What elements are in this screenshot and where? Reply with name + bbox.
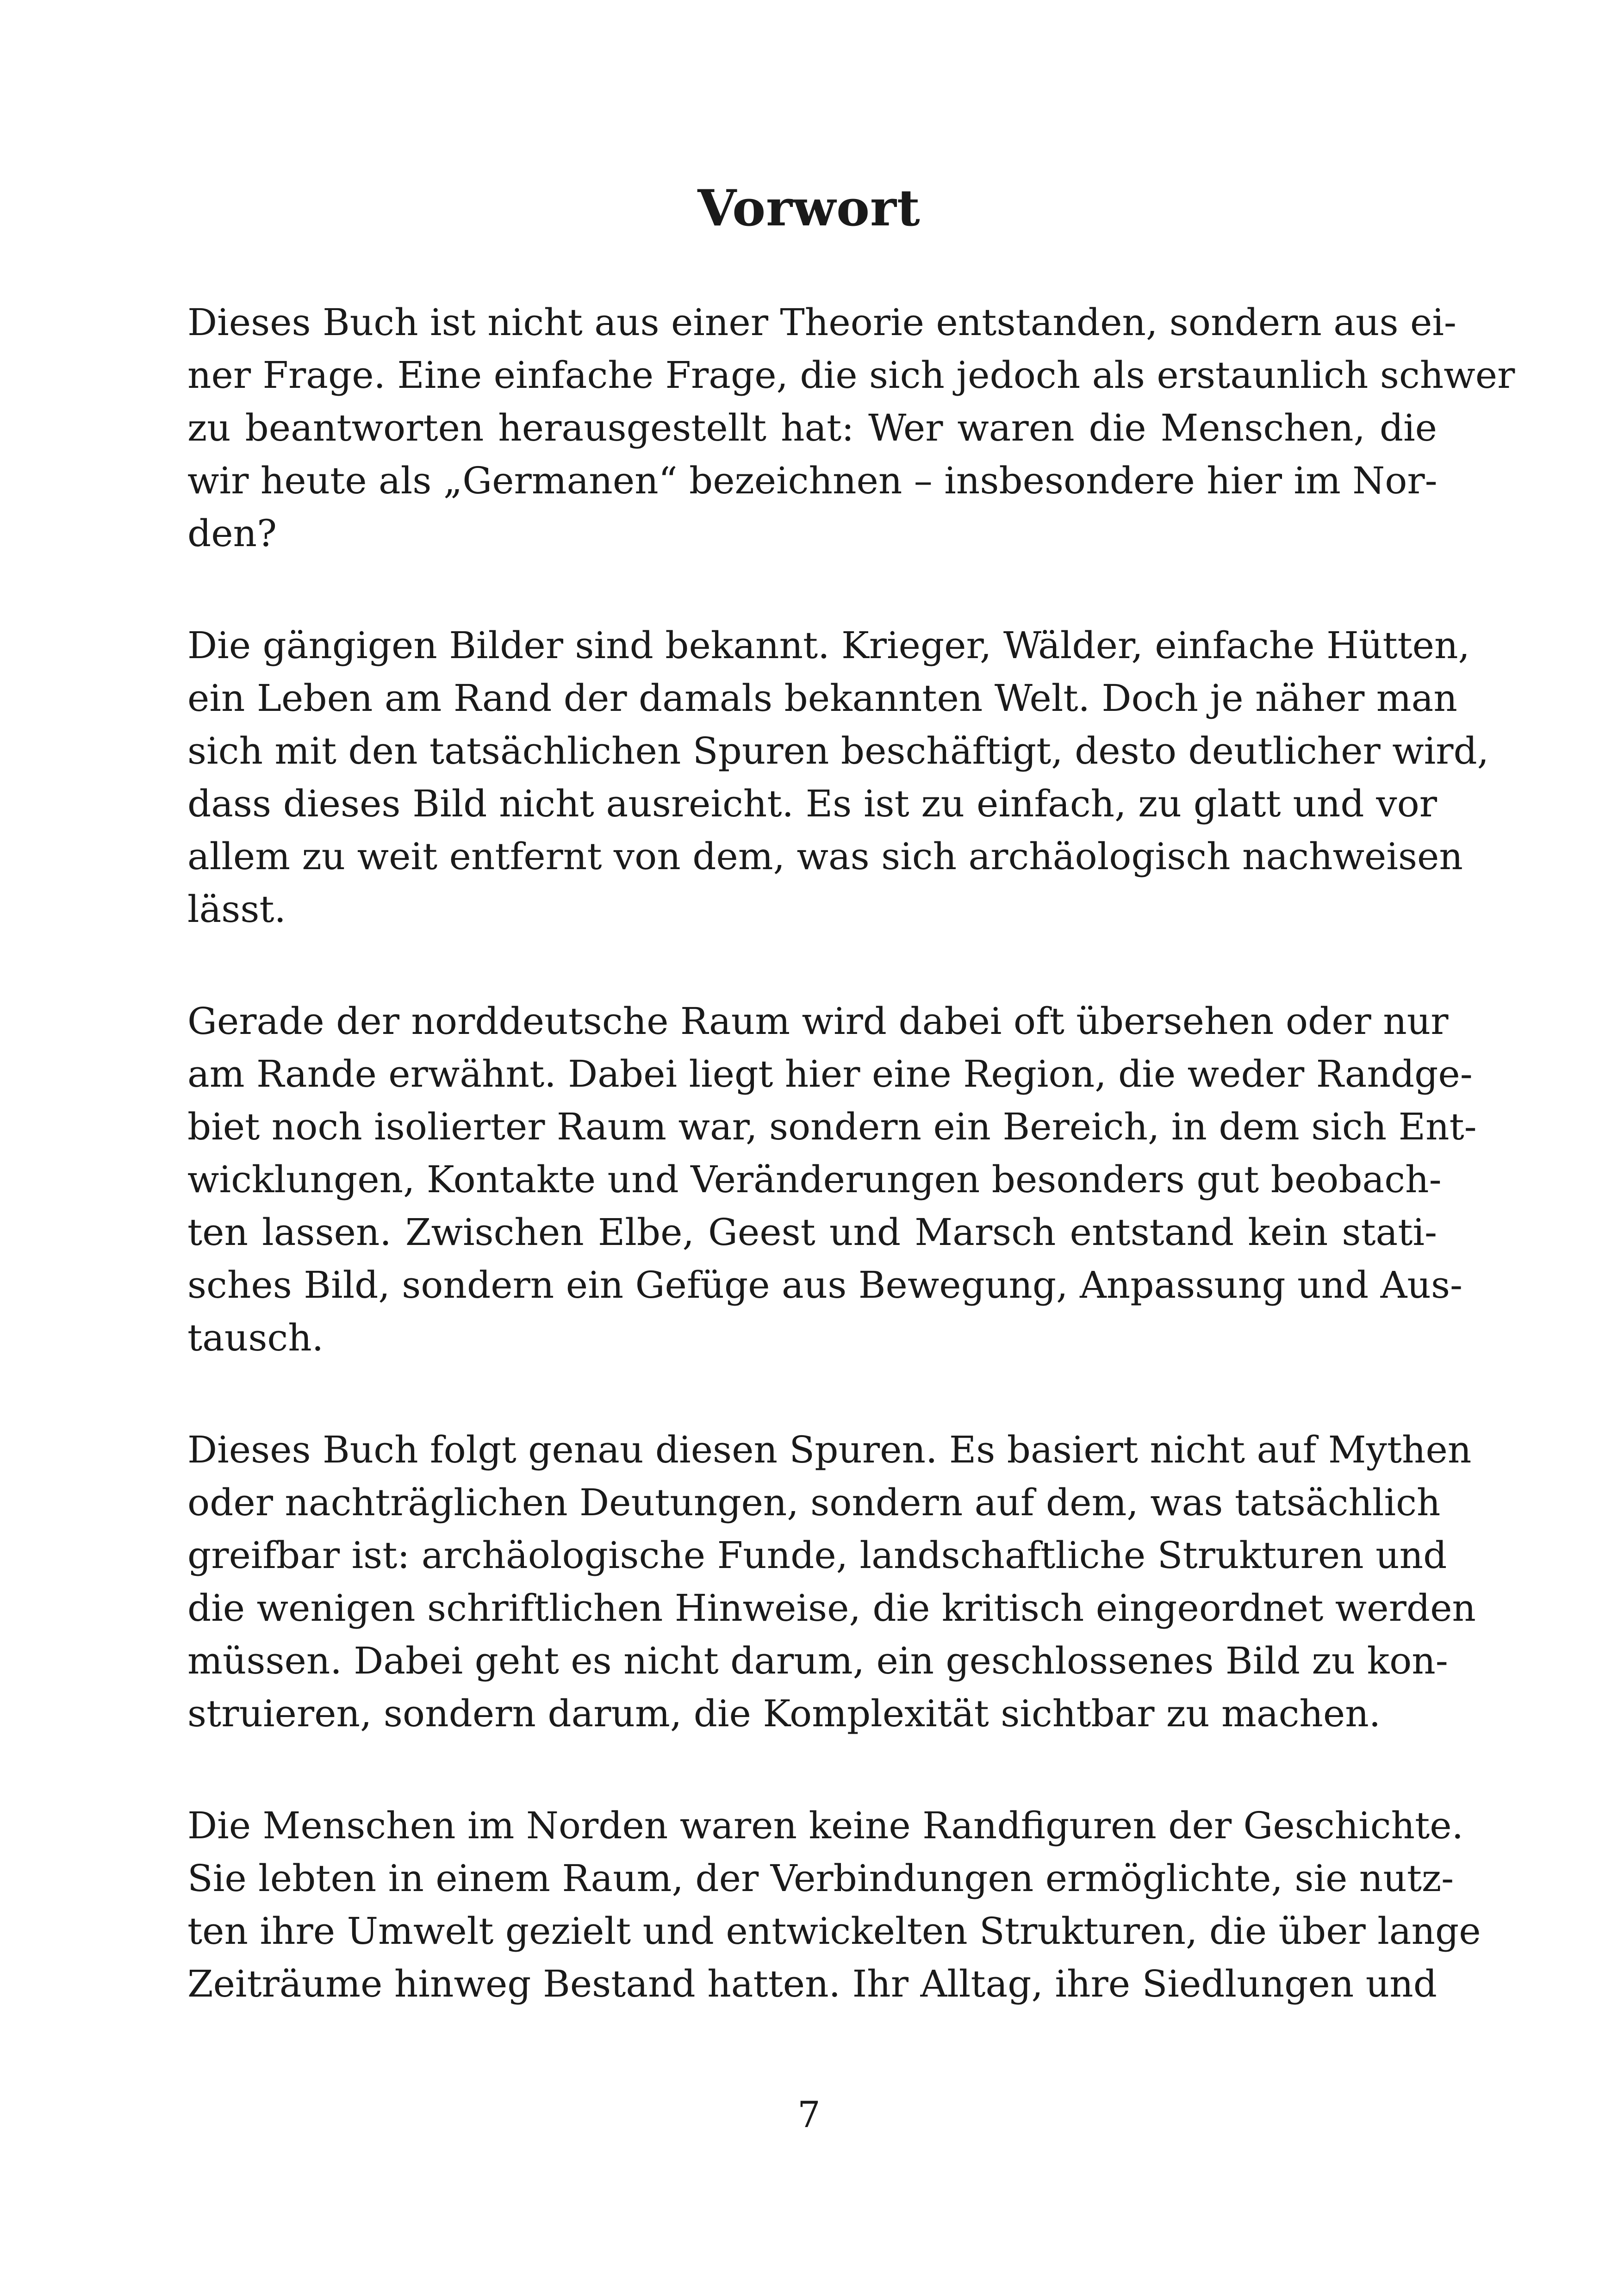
- text-line: wicklungen, Kontakte und Veränderungen besonders gut beobach-: [187, 1158, 1442, 1201]
- text-line: Dieses Buch ist nicht aus einer Theorie entstanden, sondern aus ei-: [187, 301, 1456, 344]
- page-number: 7: [797, 2094, 821, 2136]
- text-line: lässt.: [187, 888, 286, 931]
- text-line: allem zu weit entfernt von dem, was sich archäologisch nachweisen: [187, 835, 1463, 878]
- text-line: struieren, sondern darum, die Komplexität sichtbar zu machen.: [187, 1692, 1381, 1735]
- text-line: Die Menschen im Norden waren keine Randfiguren der Geschichte.: [187, 1804, 1463, 1847]
- text-line: Gerade der norddeutsche Raum wird dabei oft übersehen oder nur: [187, 1000, 1449, 1043]
- paragraph: [187, 1799, 1481, 2010]
- paragraph: [187, 1424, 1476, 1740]
- text-line: sches Bild, sondern ein Gefüge aus Bewegung, Anpassung und Aus-: [187, 1263, 1463, 1307]
- text-line: Zeiträume hinweg Bestand hatten. Ihr Alltag, ihre Siedlungen und: [187, 1962, 1437, 2005]
- text-line: den?: [187, 512, 277, 555]
- page-title: Vorwort: [697, 179, 921, 237]
- text-line: tausch.: [187, 1316, 324, 1359]
- paragraph: [187, 296, 1515, 560]
- paragraph: [187, 619, 1489, 936]
- text-line: ein Leben am Rand der damals bekannten Welt. Doch je näher man: [187, 677, 1457, 720]
- text-line: oder nachträglichen Deutungen, sondern auf dem, was tatsächlich: [187, 1481, 1441, 1524]
- text-line: am Rande erwähnt. Dabei liegt hier eine Region, die weder Randge-: [187, 1052, 1473, 1095]
- body-text: [187, 296, 1515, 2070]
- text-line: müssen. Dabei geht es nicht darum, ein geschlossenes Bild zu kon-: [187, 1639, 1448, 1682]
- text-line: ten lassen. Zwischen Elbe, Geest und Marsch entstand kein stati-: [187, 1211, 1437, 1254]
- text-line: die wenigen schriftlichen Hinweise, die kritisch eingeordnet werden: [187, 1587, 1476, 1630]
- text-line: wir heute als „Germanen“ bezeichnen – insbesondere hier im Nor-: [187, 459, 1438, 502]
- text-line: dass dieses Bild nicht ausreicht. Es ist zu einfach, zu glatt und vor: [187, 782, 1437, 825]
- text-line: Sie lebten in einem Raum, der Verbindungen ermöglichte, sie nutz-: [187, 1857, 1454, 1900]
- text-line: Die gängigen Bilder sind bekannt. Krieger, Wälder, einfache Hütten,: [187, 624, 1470, 667]
- text-line: Dieses Buch folgt genau diesen Spuren. Es basiert nicht auf Mythen: [187, 1428, 1472, 1471]
- text-line: ten ihre Umwelt gezielt und entwickelten Strukturen, die über lange: [187, 1910, 1481, 1953]
- text-line: zu beantworten herausgestellt hat: Wer waren die Menschen, die: [187, 406, 1437, 449]
- text-line: sich mit den tatsächlichen Spuren beschäftigt, desto deutlicher wird,: [187, 729, 1489, 772]
- text-line: greifbar ist: archäologische Funde, landschaftliche Strukturen und: [187, 1534, 1447, 1577]
- text-line: ner Frage. Eine einfache Frage, die sich jedoch als erstaunlich schwer: [187, 354, 1515, 397]
- paragraph: [187, 995, 1477, 1364]
- text-line: biet noch isolierter Raum war, sondern ein Bereich, in dem sich Ent-: [187, 1105, 1477, 1148]
